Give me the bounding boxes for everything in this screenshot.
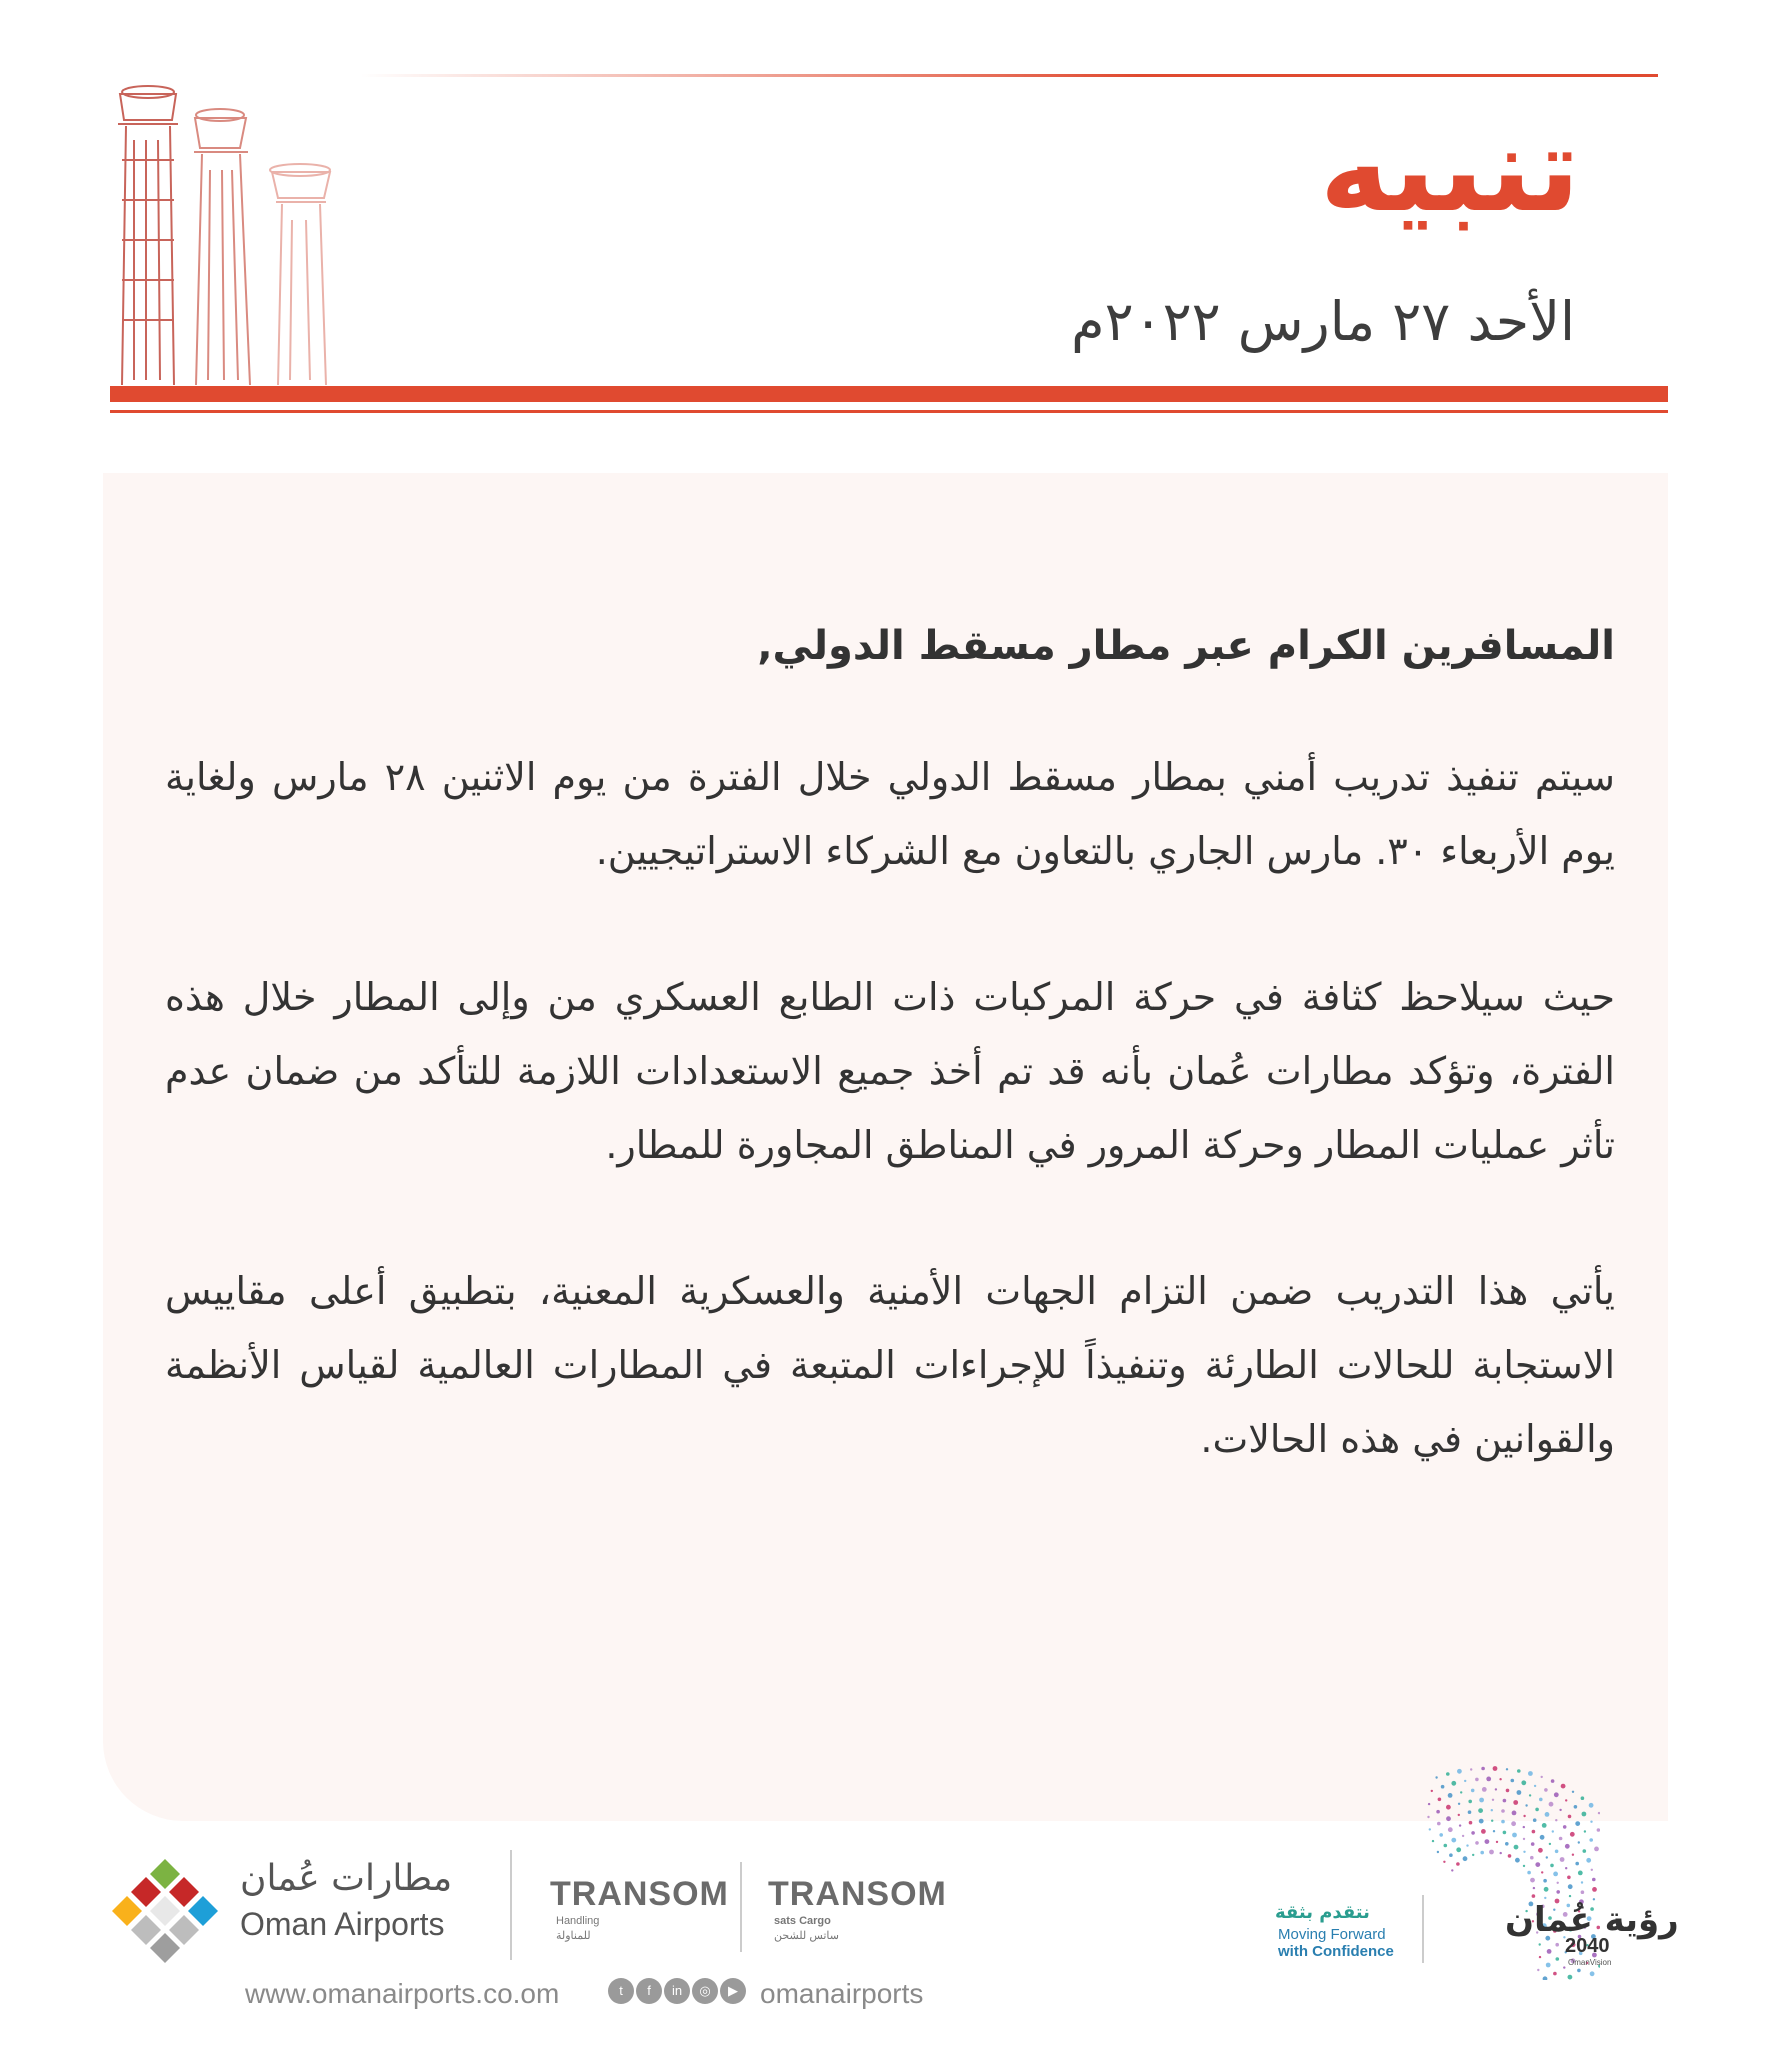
with-confidence-text: with Confidence <box>1278 1943 1394 1960</box>
website-link[interactable]: www.omanairports.co.om <box>245 1978 560 2009</box>
moving-forward-arabic: نتقدم بثقة <box>1275 1902 1370 1923</box>
page-title: تنبيه <box>1319 100 1580 238</box>
transom-sats-sub-ar: ساتس للشحن <box>774 1930 839 1942</box>
airport-towers-illustration <box>100 80 400 390</box>
moving-forward-text: Moving Forward <box>1278 1926 1386 1943</box>
social-handle[interactable]: omanairports <box>760 1978 924 2009</box>
footer-separator <box>1422 1895 1424 1963</box>
transom-handling-sub-ar: للمناولة <box>556 1930 591 1942</box>
linkedin-icon[interactable]: in <box>664 1978 690 2004</box>
oman-airports-english-name: Oman Airports <box>240 1906 445 1942</box>
transom-sats-cargo-logo: TRANSOM <box>768 1875 947 1913</box>
header-divider-thin <box>110 410 1668 413</box>
twitter-icon[interactable]: t <box>608 1978 634 2004</box>
header-divider-thick <box>110 386 1668 402</box>
footer-separator <box>510 1850 512 1960</box>
transom-sats-sub: sats Cargo <box>774 1915 831 1927</box>
announcement-body <box>165 620 1615 1548</box>
youtube-icon[interactable]: ▶ <box>720 1978 746 2004</box>
paragraph-1: سيتم تنفيذ تدريب أمني بمطار مسقط الدولي خلال الفترة من يوم الاثنين ٢٨ مارس ولغاية يوم الأربعاء ٣٠. مارس الجاري بالتعاون مع الشركاء الاستراتيجيين. <box>165 755 1615 873</box>
paragraph-2: حيث سيلاحظ كثافة في حركة المركبات ذات الطابع العسكري من وإلى المطار خلال هذه الفترة، وتؤكد مطارات عُمان بأنه قد تم أخذ جميع الاستعدادات اللازمة للتأكد من ضمان عدم تأثر عمليات المطار وحركة المرور في المناطق المجاورة للمطار. <box>165 975 1615 1167</box>
transom-handling-sub: Handling <box>556 1915 600 1927</box>
oman-vision-year: 2040 <box>1565 1935 1610 1957</box>
announcement-date: الأحد ٢٧ مارس ٢٠٢٢م <box>1071 290 1575 353</box>
facebook-icon[interactable]: f <box>636 1978 662 2004</box>
instagram-icon[interactable]: ◎ <box>692 1978 718 2004</box>
social-icons <box>608 1978 746 2004</box>
oman-airports-logo-icon <box>110 1855 220 1965</box>
paragraph-3: يأتي هذا التدريب ضمن التزام الجهات الأمنية والعسكرية المعنية، بتطبيق أعلى مقاييس الاستجابة للحالات الطارئة وتنفيذاً للإجراءات المتبعة في المطارات العالمية لقياس الأنظمة والقوانين في هذه الحالات. <box>165 1269 1615 1461</box>
oman-vision-arabic: رؤية عُمان <box>1505 1900 1679 1940</box>
greeting: المسافرين الكرام عبر مطار مسقط الدولي, <box>757 623 1615 669</box>
top-divider-line <box>360 74 1658 77</box>
footer-separator <box>740 1862 742 1952</box>
oman-airports-arabic-name: مطارات عُمان <box>240 1858 453 1899</box>
oman-vision-sub: OmanVision <box>1568 1958 1612 1967</box>
transom-handling-logo: TRANSOM <box>550 1875 729 1913</box>
